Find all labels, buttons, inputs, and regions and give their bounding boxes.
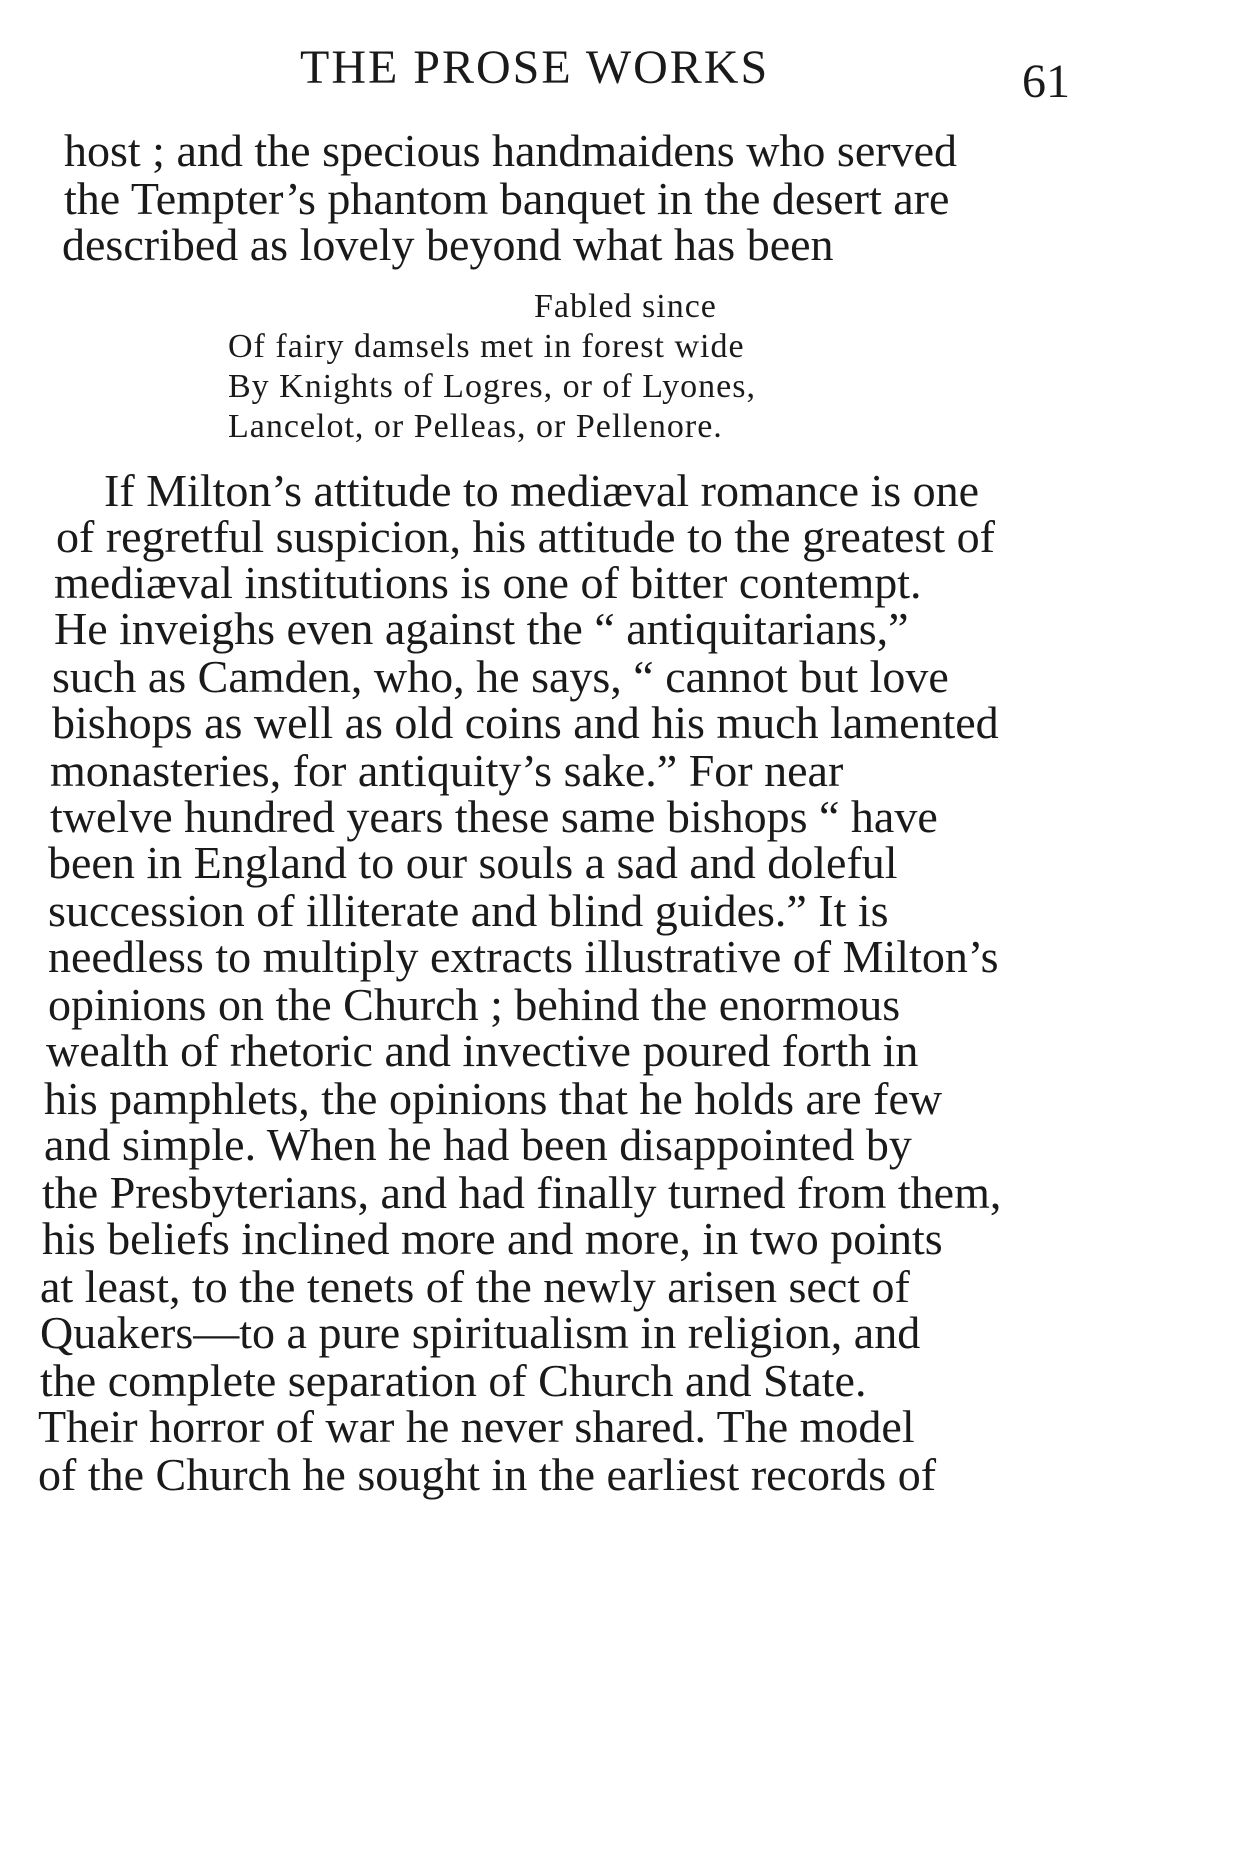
text-line: of the Church he sought in the earliest records of: [38, 1449, 937, 1500]
text-line: Quakers—to a pure spiritualism in religion, and: [40, 1307, 921, 1358]
text-line: the Tempter’s phantom banquet in the desert are: [64, 173, 950, 224]
text-line: Their horror of war he never shared. The model: [38, 1401, 915, 1452]
text-line: bishops as well as old coins and his much lamented: [52, 697, 999, 748]
text-line: He inveighs even against the “ antiquitarians,”: [54, 603, 909, 654]
running-head: THE PROSE WORKS: [300, 41, 770, 94]
text-line: his beliefs inclined more and more, in two points: [42, 1213, 943, 1264]
quotation-line: Of fairy damsels met in forest wide: [228, 328, 745, 365]
text-line: and simple. When he had been disappointed by: [44, 1119, 912, 1170]
text-line: needless to multiply extracts illustrative of Milton’s: [48, 931, 999, 982]
page-number: 61: [1022, 55, 1070, 108]
text-line: such as Camden, who, he says, “ cannot but love: [52, 651, 949, 702]
text-line: his pamphlets, the opinions that he holds are few: [44, 1073, 943, 1124]
quotation-line: By Knights of Logres, or of Lyones,: [228, 368, 756, 405]
quotation-line: Lancelot, or Pelleas, or Pellenore.: [228, 408, 723, 445]
quotation-line: Fabled since: [534, 288, 717, 325]
text-line: If Milton’s attitude to mediæval romance is one: [104, 465, 980, 516]
text-line: host ; and the specious handmaidens who served: [64, 125, 957, 176]
text-line: described as lovely beyond what has been: [62, 219, 834, 270]
text-line: the Presbyterians, and had finally turned from them,: [42, 1167, 1002, 1218]
text-line: succession of illiterate and blind guides.” It is: [48, 885, 889, 936]
text-line: at least, to the tenets of the newly arisen sect of: [40, 1261, 910, 1312]
text-line: wealth of rhetoric and invective poured forth in: [46, 1025, 919, 1076]
text-line: the complete separation of Church and State.: [40, 1355, 867, 1406]
text-line: opinions on the Church ; behind the enormous: [48, 979, 901, 1030]
text-line: mediæval institutions is one of bitter contempt.: [54, 557, 922, 608]
text-line: twelve hundred years these same bishops “ have: [50, 791, 938, 842]
text-line: monasteries, for antiquity’s sake.” For near: [50, 745, 844, 796]
text-line: of regretful suspicion, his attitude to the greatest of: [56, 511, 995, 562]
text-line: been in England to our souls a sad and doleful: [48, 837, 898, 888]
